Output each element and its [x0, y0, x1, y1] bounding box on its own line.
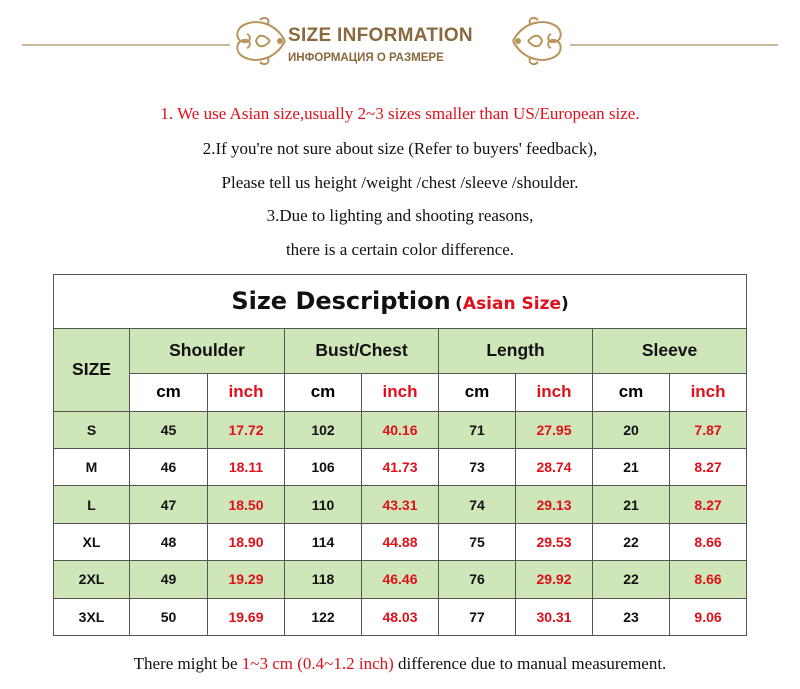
cell-length-cm: 73	[439, 448, 516, 485]
table-row	[54, 598, 747, 635]
cell-bust-cm: 118	[285, 561, 362, 598]
cell-size: 3XL	[54, 598, 130, 635]
cell-bust-cm: 122	[285, 598, 362, 635]
cell-length-inch: 29.13	[516, 486, 593, 523]
cell-shoulder-cm: 49	[130, 561, 208, 598]
cell-shoulder-cm: 50	[130, 598, 208, 635]
header-sleeve: Sleeve	[593, 328, 747, 374]
table-title-text: Size Description	[231, 287, 451, 316]
cell-sleeve-cm: 20	[593, 411, 670, 448]
table-title-sub: (Asian Size)	[455, 294, 569, 315]
table-row	[54, 448, 747, 485]
cell-sleeve-cm: 21	[593, 448, 670, 485]
cell-sleeve-inch: 8.66	[670, 561, 747, 598]
banner-divider-left	[22, 44, 230, 46]
cell-length-inch: 27.95	[516, 411, 593, 448]
cell-length-cm: 77	[439, 598, 516, 635]
cell-bust-cm: 110	[285, 486, 362, 523]
note-asian-size: 1. We use Asian size,usually 2~3 sizes smaller than US/European size.	[160, 104, 640, 123]
cell-length-inch: 29.53	[516, 523, 593, 560]
cell-bust-inch: 43.31	[362, 486, 439, 523]
unit-cm: cm	[439, 374, 516, 411]
cell-shoulder-inch: 17.72	[208, 411, 285, 448]
table-title	[54, 275, 747, 329]
cell-shoulder-inch: 19.29	[208, 561, 285, 598]
cell-sleeve-cm: 22	[593, 523, 670, 560]
table-unit-row	[54, 374, 747, 411]
cell-size: L	[54, 486, 130, 523]
banner-title: SIZE INFORMATION	[288, 25, 473, 46]
cell-sleeve-inch: 8.66	[670, 523, 747, 560]
unit-inch: inch	[208, 374, 285, 411]
cell-length-cm: 76	[439, 561, 516, 598]
cell-bust-inch: 41.73	[362, 448, 439, 485]
cell-shoulder-cm: 46	[130, 448, 208, 485]
banner-subtitle: ИНФОРМАЦИЯ О РАЗМЕРЕ	[288, 52, 444, 64]
cell-sleeve-inch: 9.06	[670, 598, 747, 635]
cell-bust-cm: 106	[285, 448, 362, 485]
header-size: SIZE	[54, 328, 130, 411]
unit-inch: inch	[516, 374, 593, 411]
header-shoulder: Shoulder	[130, 328, 285, 374]
table-row	[54, 411, 747, 448]
cell-size: S	[54, 411, 130, 448]
cell-sleeve-inch: 7.87	[670, 411, 747, 448]
note-color-difference: there is a certain color difference.	[285, 240, 515, 259]
cell-bust-inch: 48.03	[362, 598, 439, 635]
cell-shoulder-cm: 48	[130, 523, 208, 560]
cell-length-inch: 29.92	[516, 561, 593, 598]
table-header-row	[54, 328, 747, 374]
cell-size: XL	[54, 523, 130, 560]
size-info-banner	[0, 0, 800, 85]
cell-length-inch: 30.31	[516, 598, 593, 635]
size-chart-table	[53, 274, 747, 636]
cell-sleeve-cm: 23	[593, 598, 670, 635]
banner-divider-right	[570, 44, 778, 46]
note-unsure-size: 2.If you're not sure about size (Refer to buyers' feedback),	[202, 139, 598, 158]
measurement-disclaimer: There might be 1~3 cm (0.4~1.2 inch) difference due to manual measurement.	[133, 654, 667, 673]
cell-bust-cm: 102	[285, 411, 362, 448]
table-row	[54, 486, 747, 523]
ornament-right-icon	[508, 12, 568, 70]
cell-shoulder-inch: 18.50	[208, 486, 285, 523]
unit-cm: cm	[285, 374, 362, 411]
ornament-left-icon	[230, 12, 290, 70]
unit-inch: inch	[362, 374, 439, 411]
cell-sleeve-inch: 8.27	[670, 448, 747, 485]
note-lighting: 3.Due to lighting and shooting reasons,	[266, 206, 534, 225]
table-row	[54, 523, 747, 560]
cell-length-cm: 74	[439, 486, 516, 523]
unit-cm: cm	[593, 374, 670, 411]
cell-shoulder-cm: 47	[130, 486, 208, 523]
cell-length-inch: 28.74	[516, 448, 593, 485]
header-bust: Bust/Chest	[285, 328, 439, 374]
note-tell-measurements: Please tell us height /weight /chest /sleeve /shoulder.	[221, 173, 579, 192]
cell-size: M	[54, 448, 130, 485]
cell-sleeve-cm: 22	[593, 561, 670, 598]
cell-size: 2XL	[54, 561, 130, 598]
unit-inch: inch	[670, 374, 747, 411]
cell-shoulder-inch: 19.69	[208, 598, 285, 635]
table-row	[54, 561, 747, 598]
cell-length-cm: 75	[439, 523, 516, 560]
unit-cm: cm	[130, 374, 208, 411]
cell-shoulder-cm: 45	[130, 411, 208, 448]
cell-shoulder-inch: 18.11	[208, 448, 285, 485]
cell-bust-inch: 40.16	[362, 411, 439, 448]
cell-shoulder-inch: 18.90	[208, 523, 285, 560]
cell-bust-inch: 46.46	[362, 561, 439, 598]
cell-bust-inch: 44.88	[362, 523, 439, 560]
cell-sleeve-inch: 8.27	[670, 486, 747, 523]
header-length: Length	[439, 328, 593, 374]
cell-sleeve-cm: 21	[593, 486, 670, 523]
cell-length-cm: 71	[439, 411, 516, 448]
cell-bust-cm: 114	[285, 523, 362, 560]
